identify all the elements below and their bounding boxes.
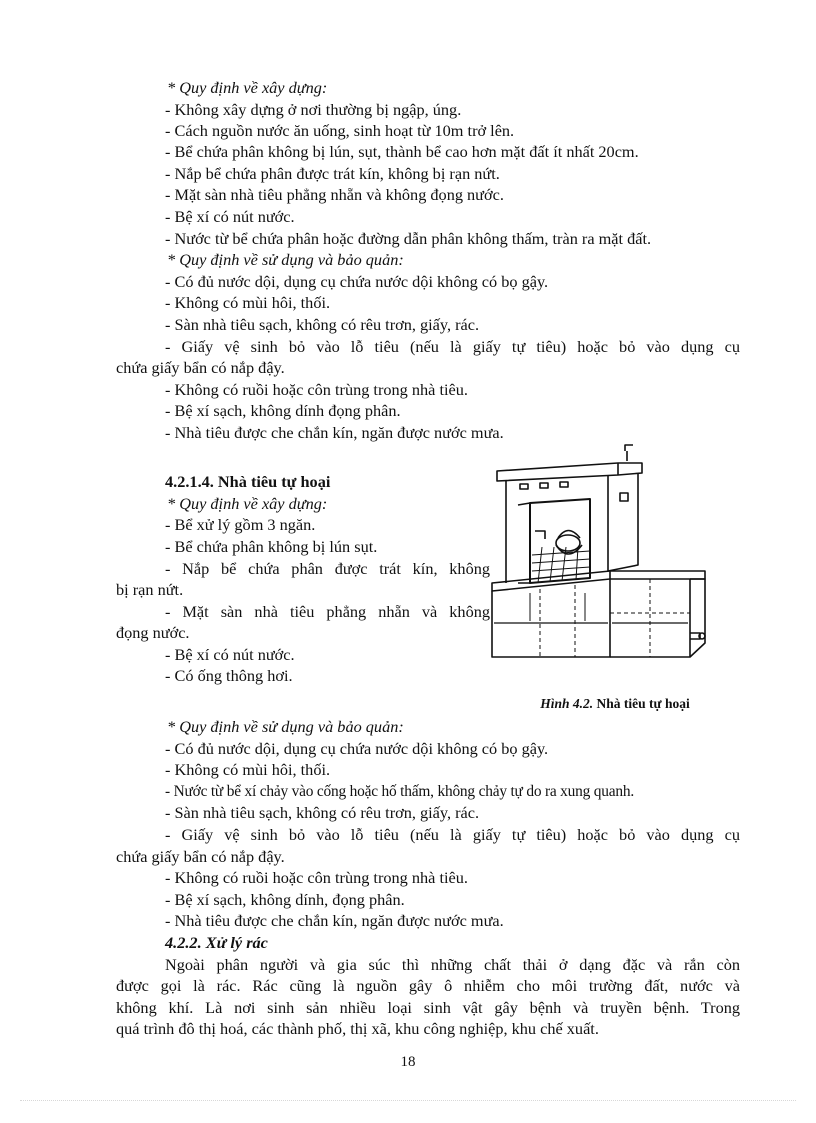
use-rule-item: - Không có mùi hôi, thối. [165,293,331,312]
section-title: 4.2.1.4. Nhà tiêu tự hoại [165,472,331,491]
use-rule-item: - Sàn nhà tiêu sạch, không có rêu trơn, giấy, rác. [165,315,480,334]
use-rule-item: - Không có mùi hôi, thối. [165,760,331,779]
paragraph-line: quá trình đô thị hoá, các thành phố, thị xã, khu công nghiệp, khu chế xuất. [116,1019,599,1038]
use-rule-item: - Không có ruồi hoặc côn trùng trong nhà tiêu. [165,380,468,399]
paragraph-line: Ngoài phân người và gia súc thì những chất thải ở dạng đặc và rắn còn [165,955,740,974]
page-bottom-divider [20,1100,796,1101]
build-rule-item-continuation: đọng nước. [116,623,190,642]
build-rule-item: - Nắp bể chứa phân được trát kín, không bị rạn nứt. [165,164,500,183]
use-rule-item-continuation: chứa giấy bẩn có nắp đậy. [116,847,285,866]
build-rule-item: - Nước từ bể chứa phân hoặc đường dẫn phân không thấm, tràn ra mặt đất. [165,229,652,248]
figure-caption-label: Hình 4.2. [540,696,594,711]
build-rule-item: - Không xây dựng ở nơi thường bị ngập, úng. [165,100,462,119]
build-rule-item: - Bể chứa phân không bị lún, sụt, thành bể cao hơn mặt đất ít nhất 20cm. [165,142,639,161]
figure-caption-text: Nhà tiêu tự hoại [593,696,690,711]
build-rule-item: - Mặt sàn nhà tiêu phẳng nhẵn và không đọng nước. [165,185,504,204]
use-rule-item: - Giấy vệ sinh bỏ vào lỗ tiêu (nếu là giấy tự tiêu) hoặc bỏ vào dụng cụ [165,337,740,356]
use-rule-item-continuation: chứa giấy bẩn có nắp đậy. [116,358,285,377]
paragraph-line: được gọi là rác. Rác cũng là nguồn gây ô nhiễm cho môi trường đất, nước và [116,976,740,995]
figure-caption [490,696,740,712]
build-rule-item: - Bệ xí có nút nước. [165,645,295,664]
use-rule-item: - Nhà tiêu được che chắn kín, ngăn được nước mưa. [165,911,504,930]
use-rules-heading: * Quy định về sử dụng và bảo quản: [167,250,404,269]
use-rule-item: - Bệ xí sạch, không dính, đọng phân. [165,890,405,909]
build-rule-item: - Bể chứa phân không bị lún sụt. [165,537,378,556]
build-rule-item-continuation: bị rạn nứt. [116,580,184,599]
section-title: 4.2.2. Xử lý rác [165,933,268,952]
build-rule-item: - Mặt sàn nhà tiêu phẳng nhẵn và không [165,602,490,621]
build-rule-item: - Nắp bể chứa phân được trát kín, không [165,559,490,578]
build-rule-item: - Có ống thông hơi. [165,666,293,685]
use-rule-item: - Bệ xí sạch, không dính đọng phân. [165,401,401,420]
paragraph-line: không khí. Là nơi sinh sản nhiều loại sinh vật gây bệnh và truyền bệnh. Trong [116,998,740,1017]
page-number: 18 [400,1054,416,1070]
use-rule-item: - Không có ruồi hoặc côn trùng trong nhà tiêu. [165,868,468,887]
use-rule-item: - Nước từ bể xí chảy vào cống hoặc hố thấm, không chảy tự do ra xung quanh. [165,783,635,800]
use-rule-item: - Giấy vệ sinh bỏ vào lỗ tiêu (nếu là giấy tự tiêu) hoặc bỏ vào dụng cụ [165,825,740,844]
use-rule-item: - Nhà tiêu được che chắn kín, ngăn được nước mưa. [165,423,504,442]
use-rules-heading: * Quy định về sử dụng và bảo quản: [167,717,404,736]
septic-toilet-illustration [490,443,740,693]
build-rule-item: - Bể xử lý gồm 3 ngăn. [165,515,316,534]
build-rule-item: - Bệ xí có nút nước. [165,207,295,226]
build-rules-heading: * Quy định về xây dựng: [167,494,328,513]
use-rule-item: - Sàn nhà tiêu sạch, không có rêu trơn, giấy, rác. [165,803,480,822]
use-rule-item: - Có đủ nước dội, dụng cụ chứa nước dội không có bọ gậy. [165,272,549,291]
septic-toilet-drawing [490,443,740,693]
build-rules-heading: * Quy định về xây dựng: [167,78,328,97]
build-rule-item: - Cách nguồn nước ăn uống, sinh hoạt từ 10m trở lên. [165,121,515,140]
use-rule-item: - Có đủ nước dội, dụng cụ chứa nước dội không có bọ gậy. [165,739,549,758]
